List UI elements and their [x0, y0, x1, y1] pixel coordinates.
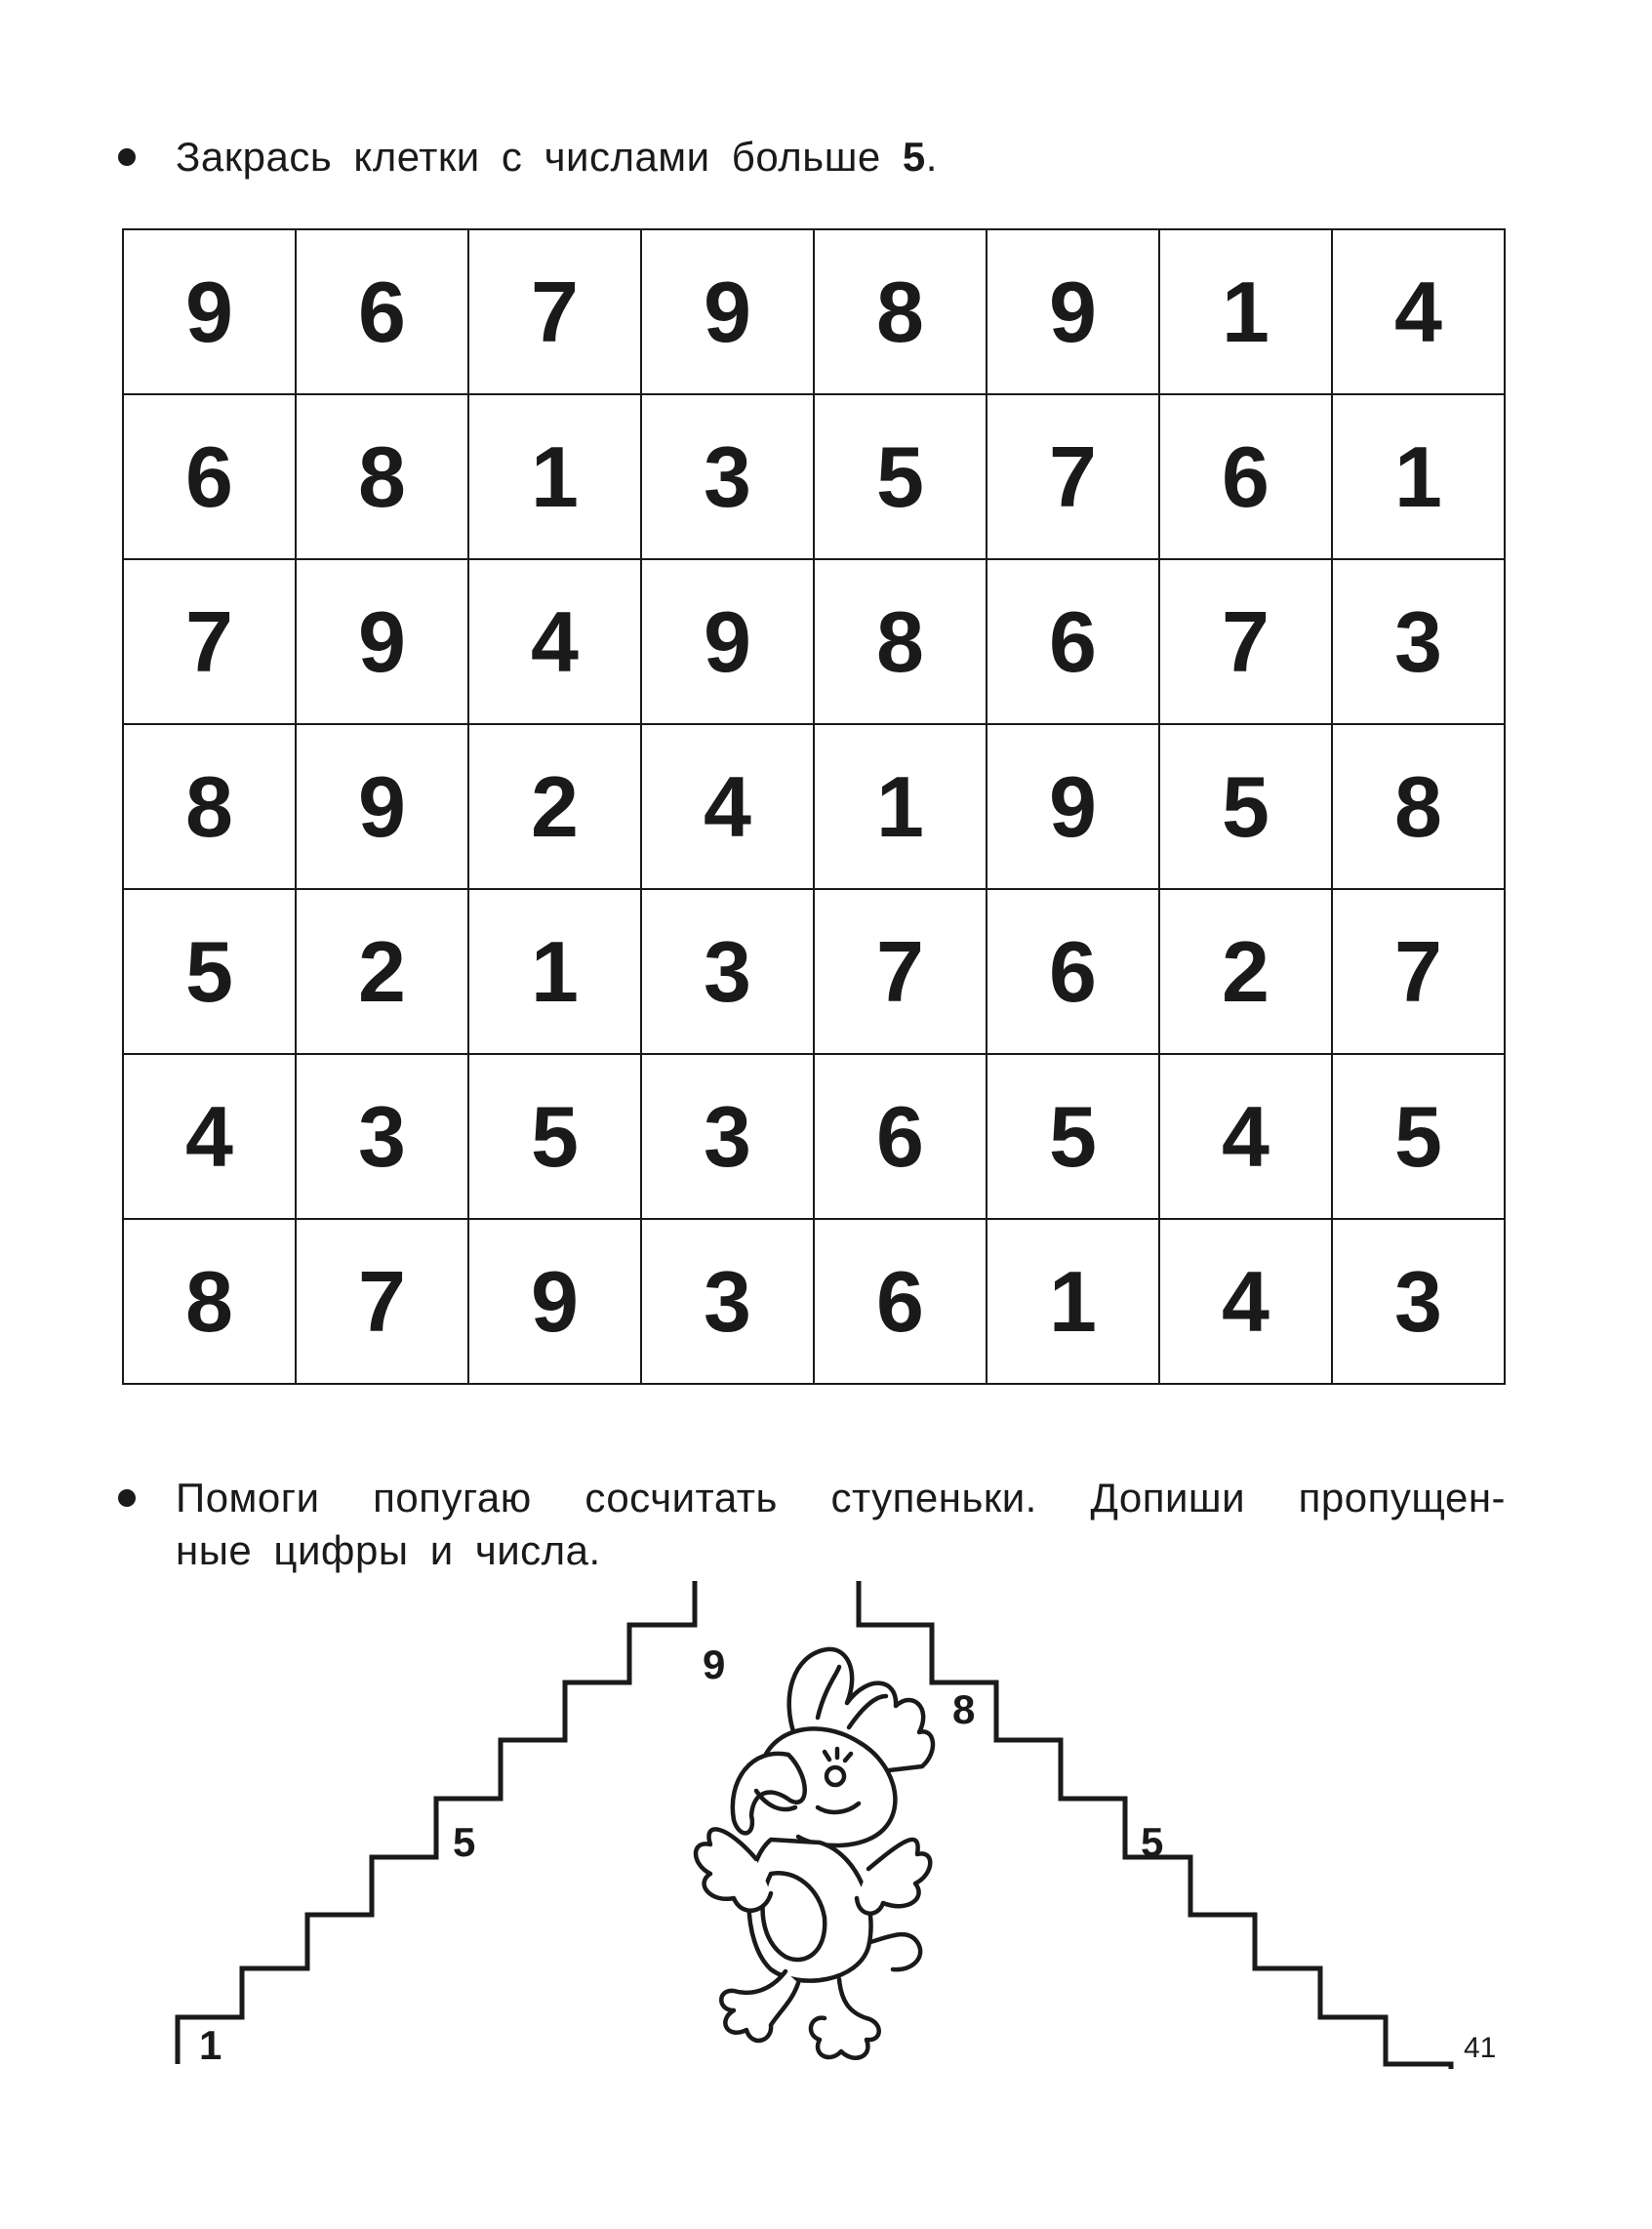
grid-cell[interactable]: 9 — [296, 559, 468, 724]
grid-cell[interactable]: 5 — [814, 394, 987, 559]
grid-cell[interactable]: 7 — [468, 229, 641, 394]
grid-cell[interactable]: 3 — [641, 1219, 814, 1384]
grid-cell[interactable]: 9 — [641, 229, 814, 394]
grid-cell[interactable]: 6 — [296, 229, 468, 394]
page-number: 41 — [1464, 2032, 1497, 2064]
grid-cell[interactable]: 4 — [123, 1054, 296, 1219]
grid-cell[interactable]: 4 — [641, 724, 814, 889]
grid-row — [123, 394, 1505, 559]
grid-cell[interactable]: 1 — [468, 889, 641, 1054]
grid-cell[interactable]: 7 — [987, 394, 1159, 559]
grid-row — [123, 229, 1505, 394]
grid-cell[interactable]: 1 — [468, 394, 641, 559]
grid-row — [123, 724, 1505, 889]
grid-cell[interactable]: 1 — [1159, 229, 1332, 394]
grid-cell[interactable]: 8 — [123, 1219, 296, 1384]
grid-cell[interactable]: 8 — [814, 559, 987, 724]
task-1-instruction — [120, 131, 1506, 183]
step-label-8: 8 — [952, 1686, 976, 1732]
grid-cell[interactable]: 7 — [296, 1219, 468, 1384]
grid-cell[interactable]: 8 — [814, 229, 987, 394]
step-label-5-left: 5 — [453, 1819, 476, 1865]
grid-cell[interactable]: 8 — [123, 724, 296, 889]
grid-cell[interactable]: 3 — [641, 1054, 814, 1219]
grid-cell[interactable]: 5 — [1332, 1054, 1505, 1219]
grid-cell[interactable]: 4 — [1159, 1219, 1332, 1384]
grid-cell[interactable]: 6 — [123, 394, 296, 559]
grid-row — [123, 889, 1505, 1054]
grid-cell[interactable]: 6 — [814, 1054, 987, 1219]
grid-row — [123, 559, 1505, 724]
number-grid — [122, 228, 1506, 1385]
grid-cell[interactable]: 2 — [1159, 889, 1332, 1054]
grid-cell[interactable]: 2 — [296, 889, 468, 1054]
grid-cell[interactable]: 3 — [1332, 1219, 1505, 1384]
task-1-number: 5 — [902, 134, 926, 180]
grid-cell[interactable]: 9 — [987, 229, 1159, 394]
grid-cell[interactable]: 7 — [1159, 559, 1332, 724]
grid-cell[interactable]: 7 — [814, 889, 987, 1054]
grid-cell[interactable]: 5 — [1159, 724, 1332, 889]
grid-cell[interactable]: 4 — [1332, 229, 1505, 394]
grid-cell[interactable]: 5 — [123, 889, 296, 1054]
grid-cell[interactable]: 2 — [468, 724, 641, 889]
grid-cell[interactable]: 9 — [987, 724, 1159, 889]
grid-cell[interactable]: 3 — [641, 889, 814, 1054]
task-2-text — [120, 1472, 1506, 1577]
grid-cell[interactable]: 3 — [641, 394, 814, 559]
parrot-illustration — [696, 1649, 933, 2058]
grid-cell[interactable]: 3 — [296, 1054, 468, 1219]
grid-cell[interactable]: 4 — [1159, 1054, 1332, 1219]
grid-row — [123, 1054, 1505, 1219]
bullet-icon — [118, 148, 136, 166]
grid-cell[interactable]: 4 — [468, 559, 641, 724]
task-2-instruction — [120, 1472, 1506, 1577]
grid-cell[interactable]: 7 — [123, 559, 296, 724]
grid-cell[interactable]: 8 — [296, 394, 468, 559]
bullet-icon — [118, 1489, 136, 1507]
task-1-text — [120, 131, 1506, 183]
grid-cell[interactable]: 6 — [987, 559, 1159, 724]
grid-cell[interactable]: 6 — [814, 1219, 987, 1384]
grid-cell[interactable]: 1 — [814, 724, 987, 889]
grid-cell[interactable]: 9 — [123, 229, 296, 394]
task-2-line-2: ные цифры и числа. — [176, 1527, 601, 1573]
grid-cell[interactable]: 6 — [987, 889, 1159, 1054]
task-1-main-text: Закрась клетки с числами больше — [176, 134, 903, 180]
grid-cell[interactable]: 8 — [1332, 724, 1505, 889]
task-2-line-1: Помоги попугаю сосчитать ступеньки. Допиши пропущен- — [176, 1475, 1506, 1520]
grid-cell[interactable]: 5 — [987, 1054, 1159, 1219]
grid-cell[interactable]: 6 — [1159, 394, 1332, 559]
grid-row — [123, 1219, 1505, 1384]
grid-cell[interactable]: 5 — [468, 1054, 641, 1219]
grid-cell[interactable]: 1 — [1332, 394, 1505, 559]
grid-cell[interactable]: 9 — [296, 724, 468, 889]
step-label-9: 9 — [703, 1641, 726, 1687]
stairs-illustration — [0, 1581, 1652, 2069]
grid-cell[interactable]: 7 — [1332, 889, 1505, 1054]
grid-cell[interactable]: 1 — [987, 1219, 1159, 1384]
grid-cell[interactable]: 3 — [1332, 559, 1505, 724]
step-label-5-right: 5 — [1141, 1819, 1164, 1865]
task-1-suffix: . — [925, 134, 938, 180]
grid-cell[interactable]: 9 — [468, 1219, 641, 1384]
step-label-1: 1 — [199, 2022, 222, 2068]
grid-cell[interactable]: 9 — [641, 559, 814, 724]
